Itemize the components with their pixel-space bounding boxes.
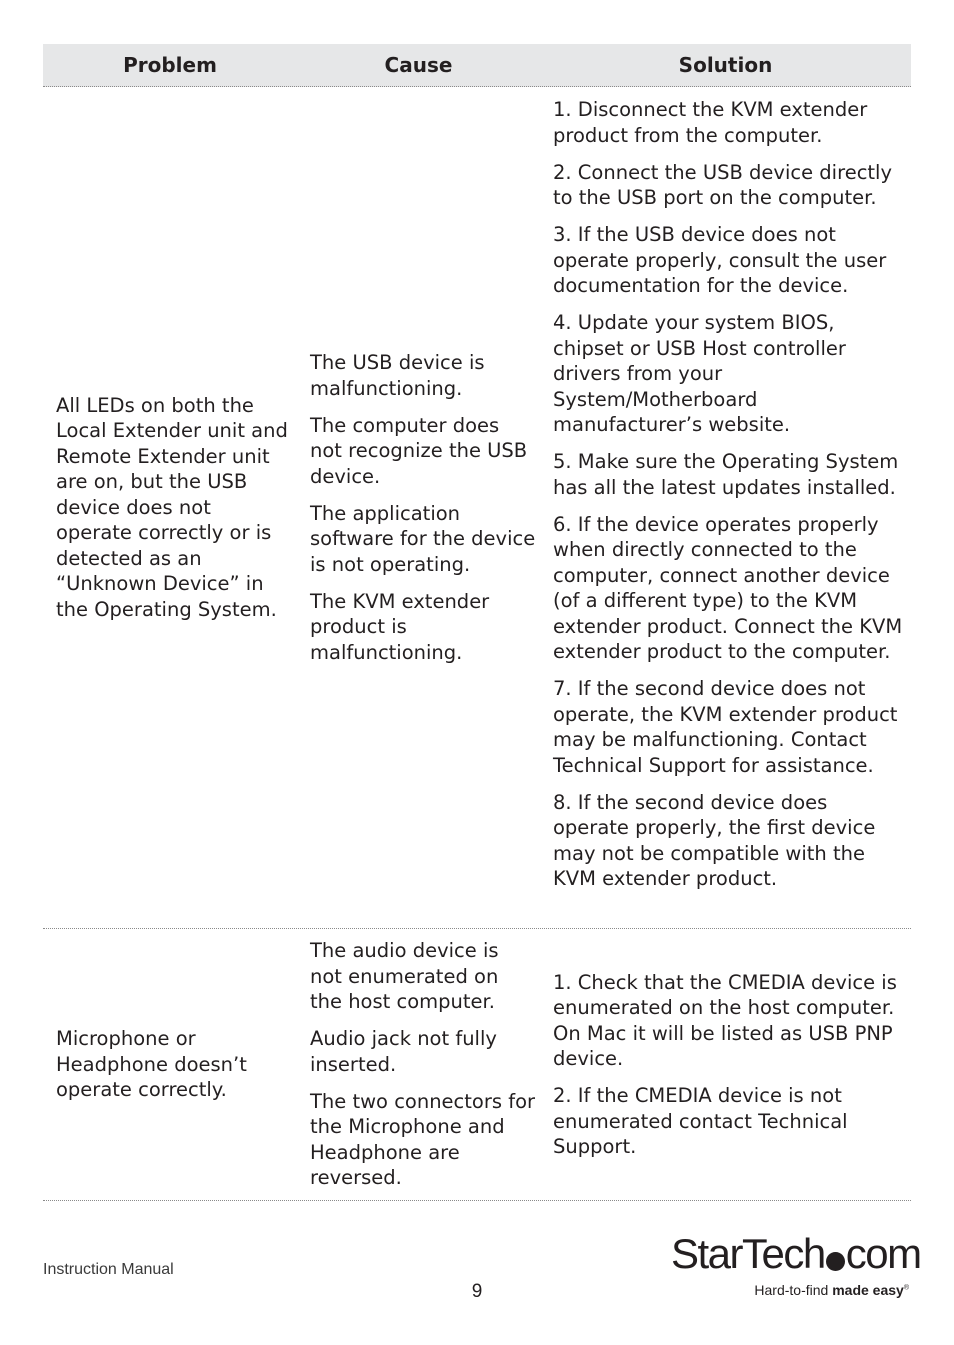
- solution-cell: [540, 929, 911, 1200]
- logo-wordmark: [671, 1230, 921, 1278]
- cause-text: The USB device is malfunctioning.: [310, 351, 485, 400]
- startech-logo: [668, 1230, 921, 1310]
- table-row: [43, 87, 911, 929]
- problem-text: All LEDs on both the Local Extender unit and Remote Extender unit are on, but the USB device does not operate correctly or is detected as an “Unknown Device” in the Operating System.: [56, 393, 288, 621]
- document-label: Instruction Manual: [43, 1261, 174, 1278]
- cause-text: The computer does not recognize the USB device.: [310, 413, 528, 488]
- cause-text: The two connectors for the Microphone and Headphone are reversed.: [310, 1089, 536, 1190]
- cause-cell: [297, 87, 540, 928]
- solution-step: 6. If the device operates properly when directly connected to the computer, connect another device (of a different type) to the KVM extender product. Connect the KVM extender product to the computer.: [553, 512, 903, 663]
- solution-step: 2. If the CMEDIA device is not enumerated contact Technical Support.: [553, 1084, 848, 1158]
- tagline-plain: Hard-to-find: [754, 1282, 833, 1298]
- header-solution: Solution: [678, 53, 773, 77]
- header-cause: Cause: [384, 53, 453, 77]
- solution-step: 7. If the second device does not operate, the KVM extender product may be malfunctioning. Contact Technical Support for assistance.: [553, 677, 898, 777]
- cause-text: The application software for the device is not operating.: [310, 501, 536, 576]
- cause-text: The KVM extender product is malfunctioning.: [310, 589, 490, 664]
- problem-cell: [43, 87, 297, 928]
- troubleshooting-table: [43, 44, 911, 1201]
- solution-step: 3. If the USB device does not operate properly, consult the user documentation for the device.: [553, 223, 887, 297]
- logo-brand: StarTech: [671, 1230, 825, 1277]
- solution-step: 4. Update your system BIOS, chipset or USB Host controller drivers from your System/Motherboard manufacturer’s website.: [553, 311, 846, 436]
- page-number: 9: [471, 1281, 483, 1302]
- solution-step: 8. If the second device does operate properly, the first device may not be compatible with the KVM extender product.: [553, 790, 876, 890]
- tagline-bold: made easy: [832, 1282, 904, 1298]
- solution-step: 1. Check that the CMEDIA device is enumerated on the host computer. On Mac it will be listed as USB PNP device.: [553, 970, 897, 1070]
- problem-text: Microphone or Headphone doesn’t operate correctly.: [56, 1027, 247, 1102]
- cause-text: Audio jack not fully inserted.: [310, 1027, 497, 1076]
- problem-cell: [43, 929, 297, 1200]
- logo-dot-icon: [826, 1252, 845, 1271]
- registered-mark: ®: [903, 1284, 909, 1292]
- solution-step: 1. Disconnect the KVM extender product from the computer.: [553, 98, 868, 147]
- cause-text: The audio device is not enumerated on the host computer.: [310, 939, 499, 1014]
- logo-tagline: [754, 1282, 909, 1298]
- solution-cell: [540, 87, 911, 928]
- logo-com: com: [845, 1230, 921, 1277]
- solution-step: 2. Connect the USB device directly to the USB port on the computer.: [553, 160, 893, 209]
- cause-cell: [297, 929, 540, 1200]
- solution-step: 5. Make sure the Operating System has all the latest updates installed.: [553, 450, 899, 499]
- table-header: [43, 44, 911, 87]
- header-problem: Problem: [123, 53, 217, 77]
- table-row: [43, 929, 911, 1201]
